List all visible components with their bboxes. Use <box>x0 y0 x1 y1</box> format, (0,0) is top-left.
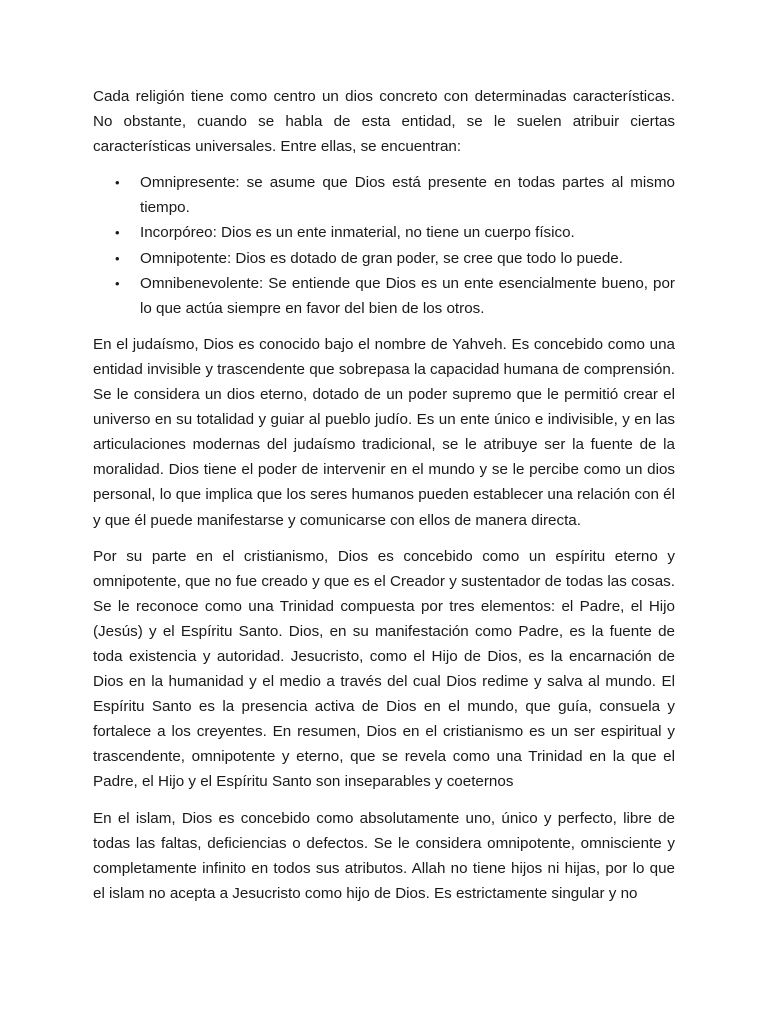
intro-paragraph: Cada religión tiene como centro un dios concreto con determinadas características. No obstante, cuando se habla de esta entidad, se le suelen atribuir ciertas características universales. Entre ellas, se encuentran: <box>93 88 675 156</box>
bullet-icon: • <box>115 250 120 266</box>
bullet-icon: • <box>115 225 120 241</box>
list-item <box>93 271 675 321</box>
bullet-icon: • <box>115 275 120 291</box>
list-item <box>93 220 675 245</box>
document-page <box>93 84 675 917</box>
bullet-icon: • <box>115 175 120 191</box>
list-item-text: Omnipresente: se asume que Dios está presente en todas partes al mismo tiempo. <box>140 174 675 217</box>
islam-paragraph: En el islam, Dios es concebido como absolutamente uno, único y perfecto, libre de todas las faltas, deficiencias o defectos. Se le considera omnipotente, omnisciente y completamente infinito en todos sus atributos. Allah no tiene hijos ni hijas, por lo que el islam no acepta a Jesucristo como hijo de Dios. Es estrictamente singular y no <box>93 809 675 902</box>
attributes-list <box>93 170 675 321</box>
list-item <box>93 246 675 271</box>
christianity-paragraph: Por su parte en el cristianismo, Dios es concebido como un espíritu eterno y omnipotente, que no fue creado y que es el Creador y sustentador de todas las cosas. Se le reconoce como una Trinidad compuesta por tres elementos: el Padre, el Hijo (Jesús) y el Espíritu Santo. Dios, en su manifestación como Padre, es la fuente de toda existencia y autoridad. Jesucristo, como el Hijo de Dios, es la encarnación de Dios en la humanidad y el medio a través del cual Dios redime y salva al mundo. El Espíritu Santo es la presencia activa de Dios en el mundo, que guía, consuela y fortalece a los creyentes. En resumen, Dios en el cristianismo es un ser espiritual y trascendente, omnipotente y eterno, que se revela como una Trinidad en la que el Padre, el Hijo y el Espíritu Santo son inseparables y coeternos <box>93 547 675 791</box>
list-item-text: Incorpóreo: Dios es un ente inmaterial, no tiene un cuerpo físico. <box>140 224 575 242</box>
list-item-text: Omnibenevolente: Se entiende que Dios es un ente esencialmente bueno, por lo que actúa siempre en favor del bien de los otros. <box>140 274 675 317</box>
judaism-paragraph: En el judaísmo, Dios es conocido bajo el nombre de Yahveh. Es concebido como una entidad invisible y trascendente que sobrepasa la capacidad humana de comprensión. Se le considera un dios eterno, dotado de un poder supremo que le permitió crear el universo en su totalidad y guiar al pueblo judío. Es un ente único e indivisible, y en las articulaciones modernas del judaísmo tradicional, se le atribuye ser la fuente de la moralidad. Dios tiene el poder de intervenir en el mundo y se le percibe como un dios personal, lo que implica que los seres humanos pueden establecer una relación con él y que él puede manifestarse y comunicarse con ellos de manera directa. <box>93 335 675 529</box>
list-item-text: Omnipotente: Dios es dotado de gran poder, se cree que todo lo puede. <box>140 249 623 267</box>
list-item <box>93 170 675 220</box>
